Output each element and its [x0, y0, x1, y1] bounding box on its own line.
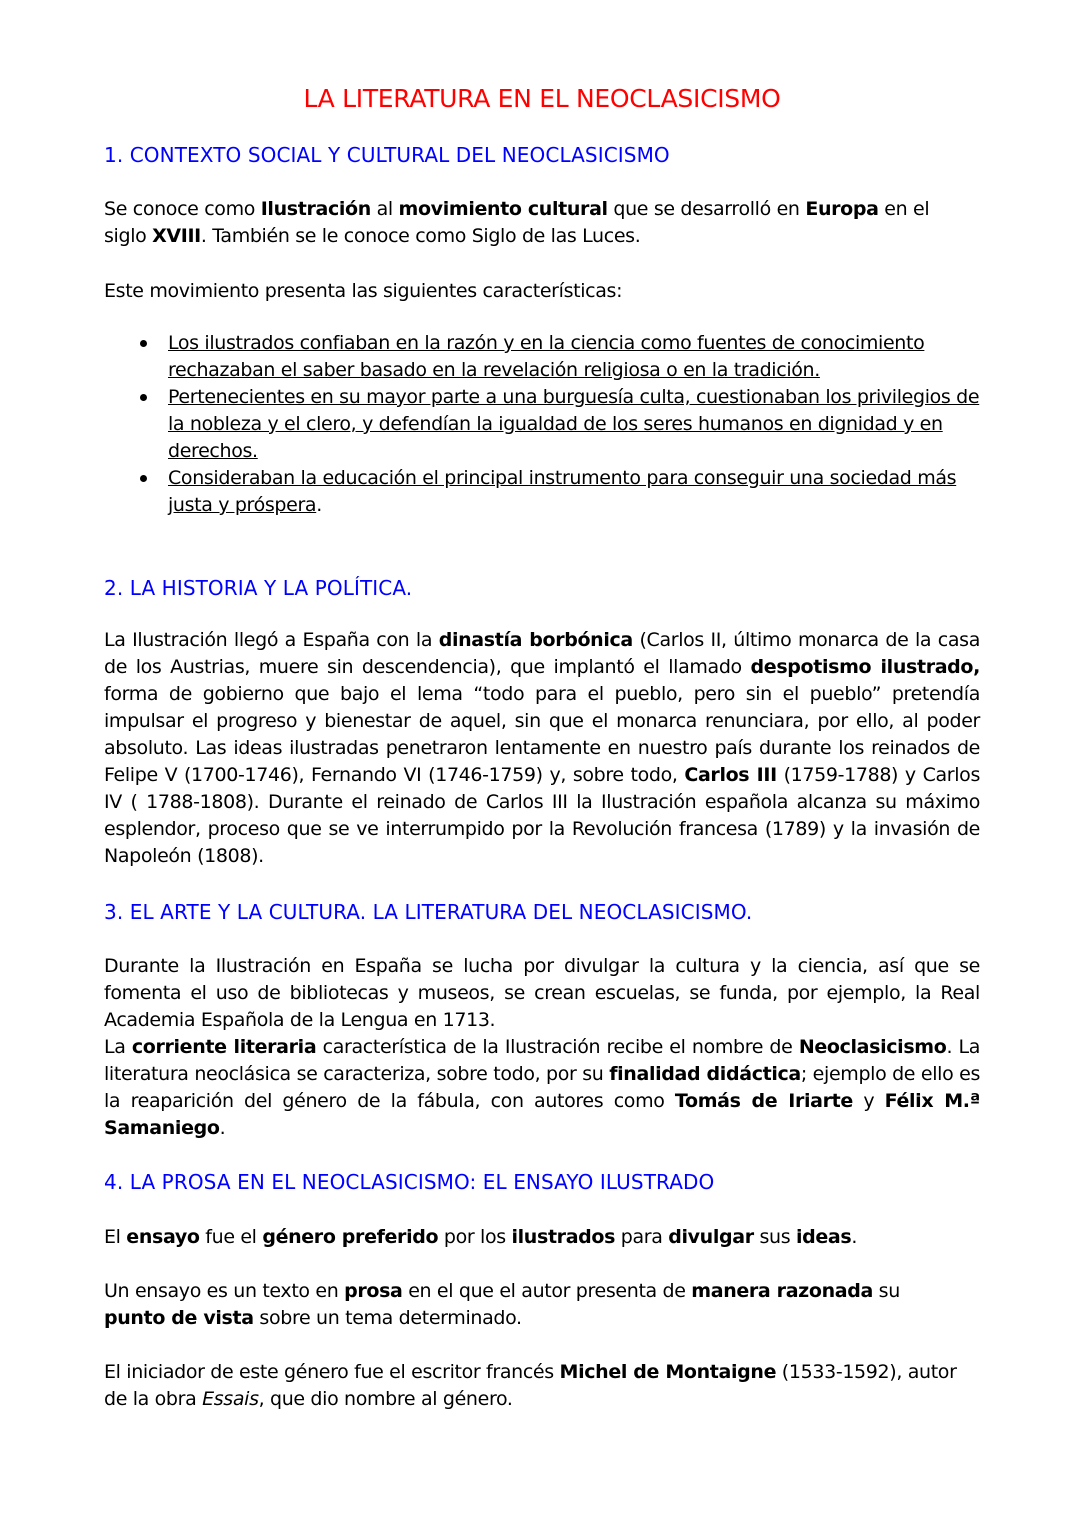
- section-4-paragraph-3: El iniciador de este género fue el escritor francés Michel de Montaigne (1533-1592), autor de la obra Essais, que dio nombre al género.: [104, 1361, 957, 1410]
- section-3-paragraph-1: Durante la Ilustración en España se lucha por divulgar la cultura y la ciencia, así que se fomenta el uso de bibliotecas y museos, se crean escuelas, se funda, por ejemplo, la Real Academia Española de la Lengua en 1713.: [104, 955, 980, 1031]
- bullet-icon: [140, 394, 147, 401]
- section-4-paragraph-2: Un ensayo es un texto en prosa en el que el autor presenta de manera razonada su punto de vista sobre un tema determinado.: [104, 1280, 900, 1329]
- section-4-paragraph-1: El ensayo fue el género preferido por los ilustrados para divulgar sus ideas.: [104, 1226, 858, 1248]
- section-1-paragraph-2: Este movimiento presenta las siguientes características:: [104, 280, 623, 302]
- list-item: Pertenecientes en su mayor parte a una burguesía culta, cuestionaban los privilegios de la nobleza y el clero, y defendían la igualdad de los seres humanos en dignidad y en derechos.: [104, 384, 980, 465]
- page-title: LA LITERATURA EN EL NEOCLASICISMO: [303, 84, 781, 113]
- section-1-paragraph-1: Se conoce como Ilustración al movimiento cultural que se desarrolló en Europa en el siglo XVIII. También se le conoce como Siglo de las Luces.: [104, 198, 930, 247]
- characteristics-list: [104, 330, 980, 519]
- list-item: Consideraban la educación el principal instrumento para conseguir una sociedad más justa y próspera.: [104, 465, 980, 519]
- bullet-icon: [140, 340, 147, 347]
- section-2-heading: 2. LA HISTORIA Y LA POLÍTICA.: [104, 576, 413, 600]
- section-3-heading: 3. EL ARTE Y LA CULTURA. LA LITERATURA DEL NEOCLASICISMO.: [104, 900, 753, 924]
- list-item: Los ilustrados confiaban en la razón y en la ciencia como fuentes de conocimiento rechazaban el saber basado en la revelación religiosa o en la tradición.: [104, 330, 980, 384]
- bullet-icon: [140, 475, 147, 482]
- section-4-heading: 4. LA PROSA EN EL NEOCLASICISMO: EL ENSAYO ILUSTRADO: [104, 1170, 715, 1194]
- section-1-heading: 1. CONTEXTO SOCIAL Y CULTURAL DEL NEOCLASICISMO: [104, 143, 670, 167]
- section-3-paragraph-2: La corriente literaria característica de la Ilustración recibe el nombre de Neoclasicismo. La literatura neoclásica se caracteriza, sobre todo, por su finalidad didáctica; ejemplo de ello es la reaparición del género de la fábula, con autores como Tomás de Iriarte y Félix M.ª Samaniego.: [104, 1036, 981, 1139]
- section-2-paragraph-1: La Ilustración llegó a España con la dinastía borbónica (Carlos II, último monarca de la casa de los Austrias, muere sin descendencia), que implantó el llamado despotismo ilustrado, forma de gobierno que bajo el lema “todo para el pueblo, pero sin el pueblo” pretendía impulsar el progreso y bienestar de aquel, sin que el monarca renunciara, por ello, al poder absoluto. Las ideas ilustradas penetraron lentamente en nuestro país durante los reinados de Felipe V (1700-1746), Fernando VI (1746-1759) y, sobre todo, Carlos III (1759-1788) y Carlos IV ( 1788-1808). Durante el reinado de Carlos III la Ilustración española alcanza su máximo esplendor, proceso que se ve interrumpido por la Revolución francesa (1789) y la invasión de Napoleón (1808).: [104, 629, 981, 867]
